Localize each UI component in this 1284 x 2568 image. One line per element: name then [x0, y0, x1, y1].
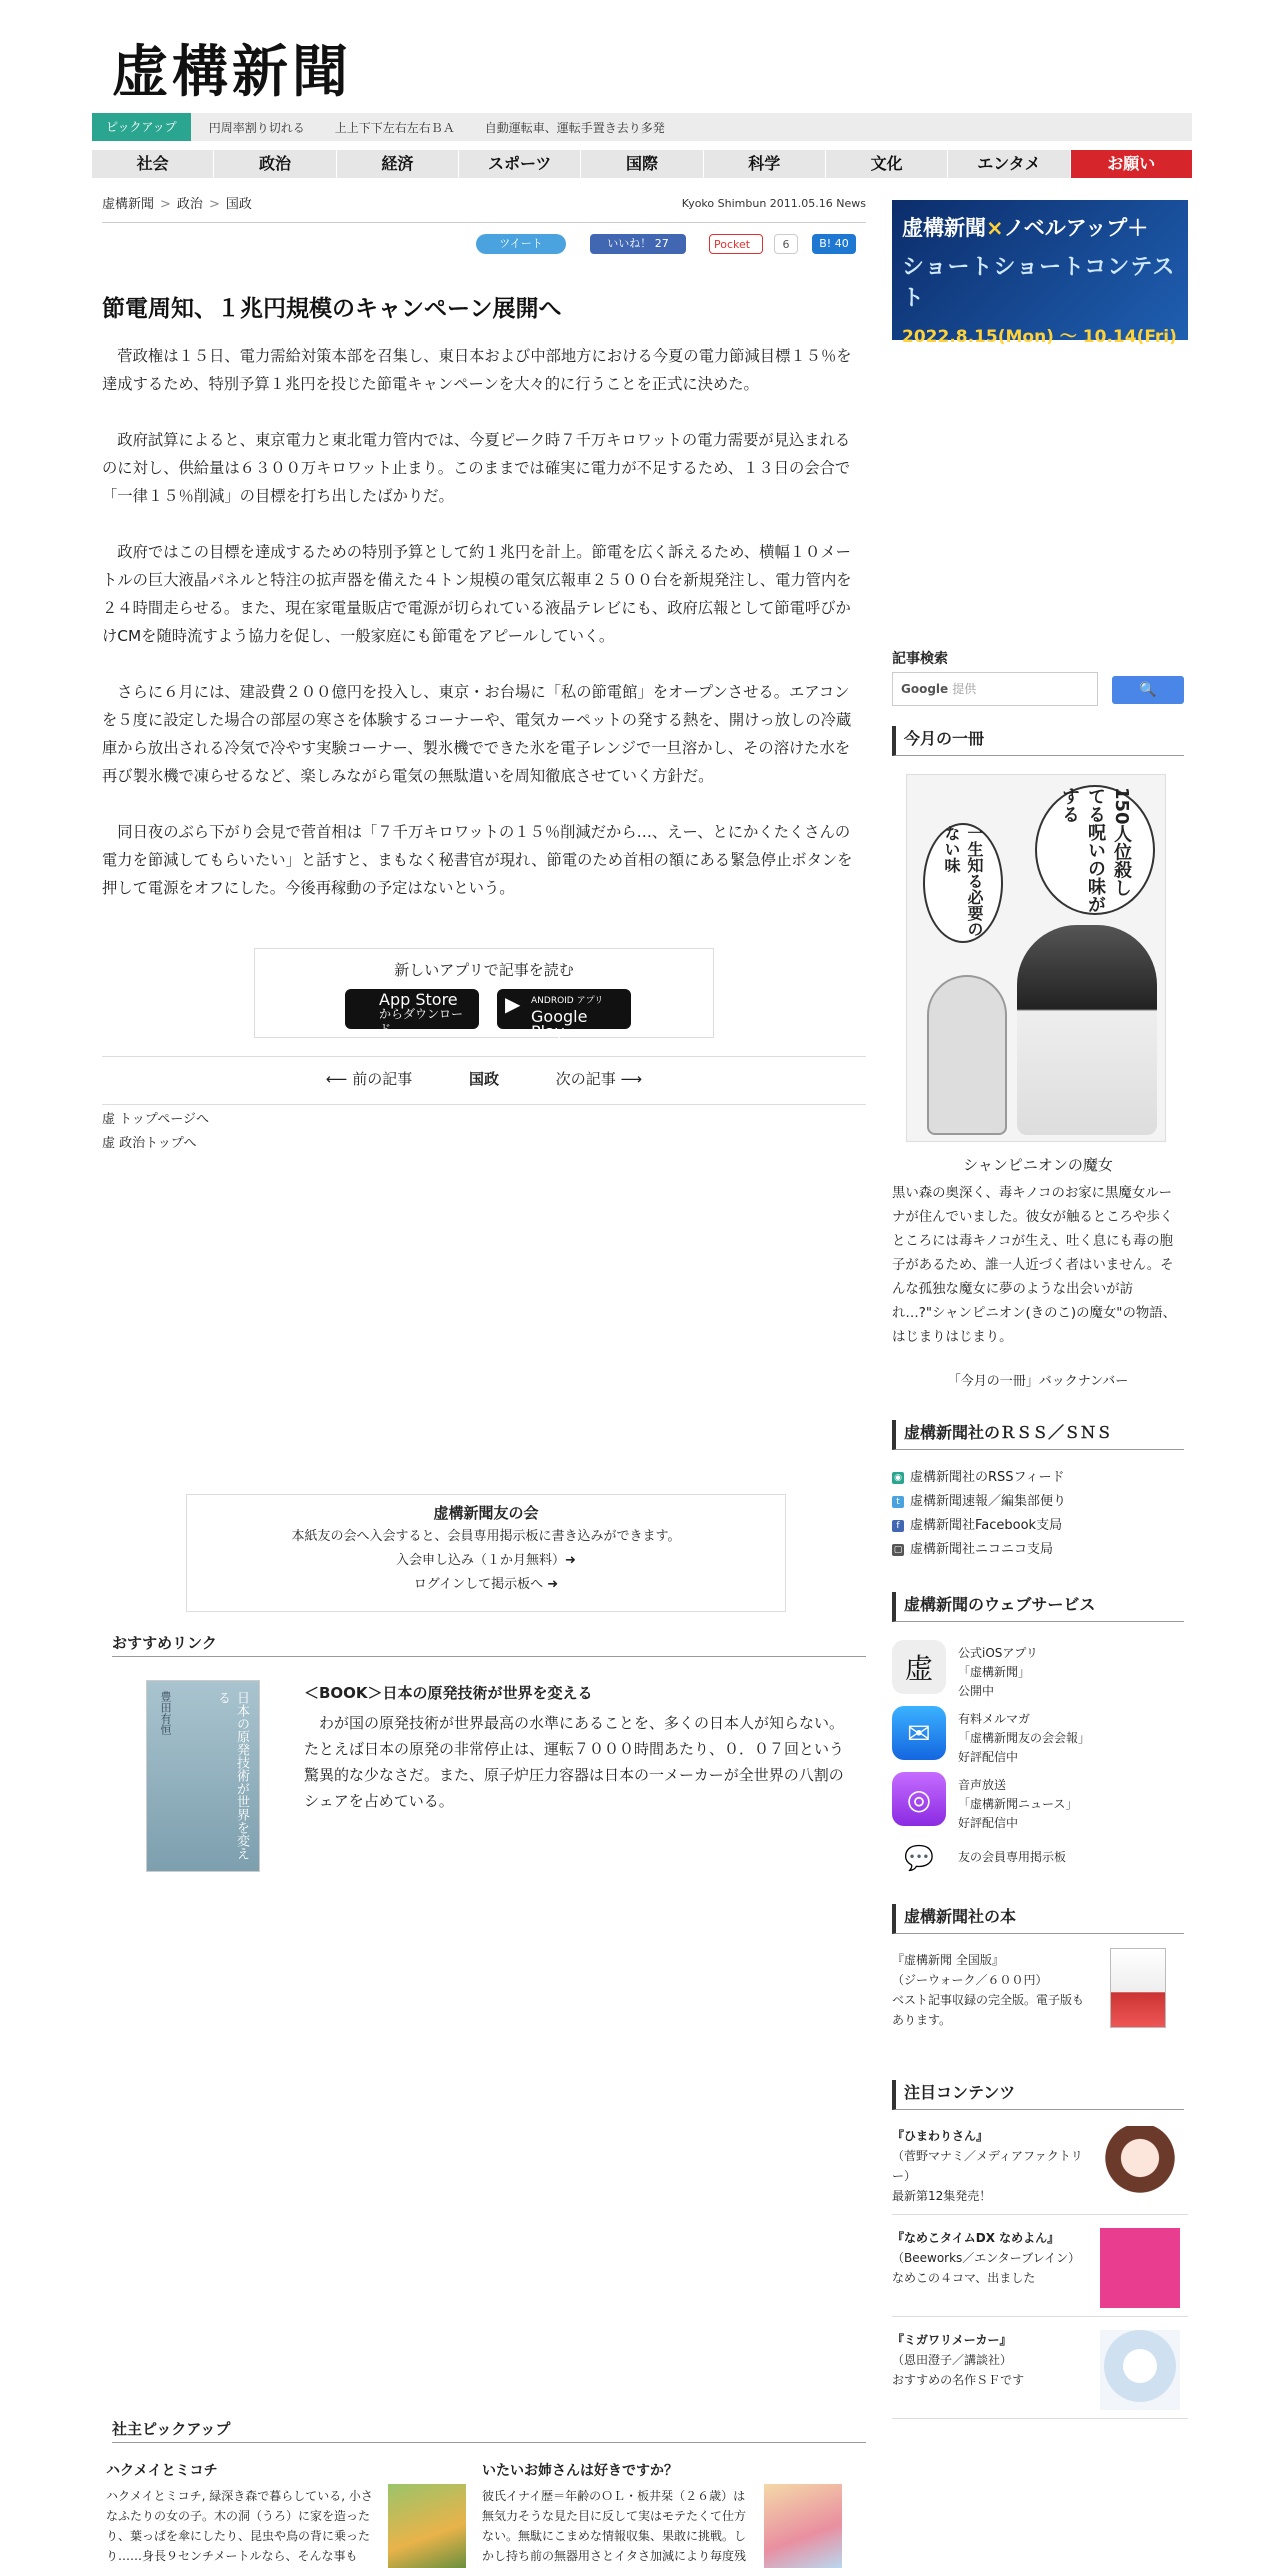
fan-club-login-link[interactable]: ログインして掲示板へ ➜ [413, 1577, 559, 1592]
book-desc: ベスト記事収録の完全版。電子版もあります。 [892, 1993, 1085, 2027]
google-play-small: ANDROID アプリ [531, 996, 604, 1006]
rss-item[interactable]: ▢ 虚構新聞社ニコニコ支局 [893, 1542, 1054, 1557]
backnumber-link[interactable]: 「今月の一冊」バックナンバー [947, 1374, 1129, 1389]
owner-pickup-title: いたいお姉さんは好きですか？ [482, 2463, 678, 2479]
google-brand: Google [901, 682, 949, 696]
mail-icon: ✉ [892, 1706, 946, 1760]
hatena-bookmark-button[interactable]: B! 40 [812, 234, 856, 254]
books-heading: 虚構新聞社の本 [892, 1904, 1184, 1934]
divider [892, 2418, 1188, 2419]
content-thumbnail [1100, 2330, 1180, 2410]
banner-date: 2022.8.15(Mon) 〜 10.14(Fri) [902, 327, 1177, 347]
book-item[interactable] [892, 1950, 1092, 2030]
breadcrumb-politics[interactable]: 政治 [176, 197, 203, 212]
book-cover-image[interactable] [146, 1680, 260, 1872]
pickup-link[interactable]: 上上下下左右左右ＢＡ [334, 120, 455, 135]
manga-character [1017, 925, 1157, 1135]
app-promo-title: 新しいアプリで記事を読む [394, 961, 574, 979]
category-nav [92, 150, 1192, 178]
prev-article-link[interactable]: ⟵ 前の記事 [325, 1070, 413, 1088]
divider [892, 2214, 1188, 2215]
content-thumbnail [1100, 2228, 1180, 2308]
pickup-link[interactable]: 自動運転車、運転手置き去り多発 [484, 120, 665, 135]
book-publisher: （ジーウォーク／６００円） [892, 1973, 1048, 1987]
kyoko-app-icon: 虚 [892, 1640, 946, 1694]
rss-list [892, 1466, 1066, 1562]
fan-club-title: 虚構新聞友の会 [433, 1504, 539, 1522]
article-paragraph: 政府試算によると、東京電力と東北電力管内では、今夏ピーク時７千万キロワットの電力需要が見込まれるのに対し、供給量は６３００万キロワット止まり。このままでは確実に電力が不足するため、１３日の会合で「一律１５％削減」の目標を打ち出したばかりだ。 [102, 431, 851, 505]
banner-line2: ショートショートコンテスト [902, 255, 1176, 311]
article-paragraph: 菅政権は１５日、電力需給対策本部を召集し、東日本および中部地方における今夏の電力節減目標１５％を達成するため、特別予算１兆円を投じた節電キャンペーンを大々的に行うことを正式に決めた。 [102, 347, 852, 393]
search-icon: 🔍 [1139, 682, 1157, 698]
divider [102, 1056, 866, 1057]
fan-club-box [186, 1494, 786, 1612]
chat-icon: 💬 [892, 1838, 946, 1878]
webservice-mailmag[interactable]: ✉ 有料メルマガ 「虚構新聞友の会会報」 好評配信中 [892, 1706, 1188, 1766]
app-store-button[interactable] [345, 989, 479, 1036]
book-of-month-heading: 今月の一冊 [892, 726, 1184, 756]
webservices-heading: 虚構新聞のウェブサービス [892, 1592, 1184, 1622]
owner-pickup-heading: 社主ピックアップ [112, 2418, 866, 2443]
owner-pickup-thumbnail [764, 2484, 842, 2568]
nav-item-entertainment[interactable]: エンタメ [948, 150, 1070, 178]
fan-club-join-link[interactable]: 入会申し込み（１か月無料）➜ [396, 1553, 576, 1568]
divider [102, 1104, 866, 1105]
nav-item-culture[interactable]: 文化 [826, 150, 948, 178]
breadcrumb [102, 193, 252, 212]
article-headline: 節電周知、１兆円規模のキャンペーン展開へ [102, 296, 562, 322]
next-article-link[interactable]: 次の記事 ⟶ [555, 1070, 643, 1088]
politics-top-link[interactable]: 虚 政治トップへ [102, 1136, 197, 1151]
divider [102, 222, 866, 223]
recommend-text: わが国の原発技術が世界最高の水準にあることを、多くの日本人が知らない。たとえば日本の原発の非常停止は、運転７０００時間あたり、０．０７回という驚異的な少なさだ。また、原子炉圧力容器は日本の一メーカーが全世界の八割のシェアを占めている。 [304, 1714, 845, 1810]
content-item[interactable]: 『ひまわりさん』 （菅野マナミ／メディアファクトリー） 最新第12集発売！ [892, 2126, 1188, 2206]
pickup-link[interactable]: 円周率割り切れる [208, 120, 305, 135]
nav-item-international[interactable]: 国際 [581, 150, 703, 178]
webservice-bbs[interactable]: 💬 友の会員専用掲示板 [892, 1838, 1188, 1878]
book-cover-image[interactable] [1110, 1948, 1166, 2028]
owner-pickup-title: ハクメイとミコチ [106, 2463, 218, 2479]
manga-character [927, 975, 1007, 1135]
webservice-podcast[interactable]: ◎ 音声放送 「虚構新聞ニュース」 好評配信中 [892, 1772, 1188, 1832]
manga-speech-bubble: 一生知る必要のない味 [923, 823, 1003, 943]
book-cover-title: 日本の原発技術が世界を変える [215, 1691, 249, 1860]
google-play-icon: ▶ [505, 992, 521, 1016]
owner-pickup-thumbnail [388, 2484, 466, 2568]
pickup-tag: ピックアップ [92, 113, 191, 141]
owner-pickup-desc: 彼氏イナイ歴＝年齢のＯＬ・板井栞（２６歳）は無気力そうな見た目に反して実はモテたくて仕方ない。無駄にこまめな情報収集、果敢に挑戦。しかし持ち前の無器用さとイタさ加減により毎度残 [482, 2489, 747, 2563]
app-promo-box [254, 948, 714, 1041]
prev-next-nav [102, 1068, 866, 1089]
contest-banner[interactable] [892, 200, 1188, 347]
tweet-button[interactable]: ツイート [476, 234, 566, 254]
pickup-bar [92, 113, 1192, 141]
rss-item[interactable]: t 虚構新聞速報／編集部便り [892, 1490, 1066, 1514]
rss-item[interactable]: ◉ 虚構新聞社のRSSフィード [892, 1466, 1066, 1490]
nav-item-request[interactable]: お願い [1071, 150, 1192, 178]
twitter-icon: t [892, 1496, 904, 1508]
facebook-like-button[interactable]: いいね！ 27 [590, 234, 686, 254]
app-store-label: App Store [379, 990, 458, 1009]
article-paragraph: さらに６月には、建設費２００億円を投入し、東京・お台場に「私の節電館」をオープンさせる。エアコンを５度に設定した場合の部屋の寒さを体験するコーナーや、電気カーペットの発する熱を、開けっ放しの冷蔵庫から放出される冷気で冷やす実験コーナー、製氷機でできた氷を電子レンジで一旦溶かし、その溶けた水を再び製氷機で凍らせるなど、楽しみながら電気の無駄遣いを周知徹底させていく方針だ。 [102, 683, 852, 785]
book-of-month-title[interactable]: シャンピニオンの魔女 [963, 1156, 1113, 1174]
contents-heading: 注目コンテンツ [892, 2080, 1184, 2110]
breadcrumb-sep: > [160, 197, 171, 212]
book-of-month-image[interactable] [906, 774, 1166, 1142]
pocket-count: 6 [774, 234, 798, 254]
book-cover-author: 豊田有恒 [159, 1691, 172, 1735]
content-item[interactable]: 『ミガワリメーカー』 （恩田澄子／講談社） おすすめの名作ＳＦです [892, 2330, 1188, 2390]
recommend-heading: おすすめリンク [112, 1632, 866, 1657]
article-body [102, 342, 860, 930]
owner-pickup-item[interactable] [106, 2460, 466, 2566]
rss-heading: 虚構新聞社のＲＳＳ／ＳＮＳ [892, 1420, 1184, 1450]
rss-icon: ◉ [892, 1472, 904, 1484]
divider [892, 2316, 1188, 2317]
nav-item-science[interactable]: 科学 [704, 150, 826, 178]
google-play-button[interactable] [497, 989, 631, 1041]
site-logo[interactable]: 虚構新聞 [112, 39, 352, 105]
facebook-icon: f [892, 1520, 904, 1532]
app-store-sub: からダウンロード [379, 1007, 464, 1036]
google-play-label: Google Play [531, 1007, 588, 1041]
search-placeholder: 提供 [952, 682, 977, 696]
nav-item-politics[interactable]: 政治 [214, 150, 336, 178]
breadcrumb-home[interactable]: 虚構新聞 [102, 197, 155, 212]
search-button[interactable] [1112, 676, 1184, 704]
fan-club-desc: 本紙友の会へ入会すると、会員専用掲示板に書き込みができます。 [291, 1529, 681, 1544]
book-title: 『虚構新聞 全国版』 [892, 1953, 1004, 1967]
nav-item-society[interactable]: 社会 [92, 150, 214, 178]
podcast-icon: ◎ [892, 1772, 946, 1826]
owner-pickup-desc: ハクメイとミコチ, 緑深き森で暮らしている, 小さなふたりの女の子。木の洞（うろ）に家を造ったり、葉っぱを傘にしたり、昆虫や鳥の背に乗ったり……身長９センチメートルなら、そんな事も [106, 2489, 373, 2563]
owner-pickup-item[interactable] [482, 2460, 842, 2566]
nav-item-economy[interactable]: 経済 [337, 150, 459, 178]
search-input[interactable] [892, 672, 1098, 706]
manga-speech-bubble: 150人位殺してる呪いの味がする [1035, 785, 1155, 915]
article-paragraph: 政府ではこの目標を達成するための特別予算として約１兆円を計上。節電を広く訴えるため、横幅１０メートルの巨大液晶パネルと特注の拡声器を備えた４トン規模の電気広報車２５００台を新規発注し、電力管内を２４時間走らせる。また、現在家電量販店で電源が切られている液晶テレビにも、政府広報として節電呼びかけCMを随時流すよう協力を促し、一般家庭にも節電をアピールしていく。 [102, 543, 852, 645]
content-item[interactable]: 『なめこタイムDX なめよん』 （Beeworks／エンターブレイン） なめこの４コマ、出ました [892, 2228, 1188, 2288]
nav-item-sports[interactable]: スポーツ [459, 150, 581, 178]
webservice-ios-app[interactable]: 虚 公式iOSアプリ 「虚構新聞」 公開中 [892, 1640, 1188, 1700]
breadcrumb-sep: > [208, 197, 220, 212]
top-page-link[interactable]: 虚 トップページへ [102, 1112, 209, 1127]
banner-line1: 虚構新聞×ノベルアップ＋ [902, 216, 1149, 240]
dateline: Kyoko Shimbun 2011.05.16 News [681, 197, 866, 210]
category-link[interactable]: 国政 [468, 1070, 499, 1088]
pocket-button[interactable]: Pocket [709, 234, 763, 254]
article-paragraph: 同日夜のぶら下がり会見で菅首相は「７千万キロワットの１５％削減だから…、えー、とにかくたくさんの電力を節減してもらいたい」と話すと、まもなく秘書官が現れ、節電のため首相の額にある緊急停止ボタンを押して電源をオフにした。今後再稼動の予定はないという。 [102, 823, 853, 897]
rss-item[interactable]: f 虚構新聞社Facebook支局 [892, 1514, 1066, 1538]
top-links [102, 1108, 209, 1156]
content-thumbnail [1100, 2126, 1180, 2206]
niconico-icon: ▢ [893, 1545, 903, 1555]
book-of-month-desc: 黒い森の奥深く、毒キノコのお家に黒魔女ルーナが住んでいました。彼女が触るところや歩くところには毒キノコが生え、吐く息にも毒の胞子があるため、誰一人近づく者はいません。そんな孤独な魔女に夢のような出会いが訪れ…?"シャンピニオン(きのこ)の魔女"の物語、はじまりはじまり。 [892, 1186, 1177, 1345]
search-label: 記事検索 [892, 651, 948, 667]
recommend-title[interactable]: ＜BOOK＞日本の原発技術が世界を変える [304, 1684, 593, 1702]
breadcrumb-national[interactable]: 国政 [225, 197, 252, 212]
